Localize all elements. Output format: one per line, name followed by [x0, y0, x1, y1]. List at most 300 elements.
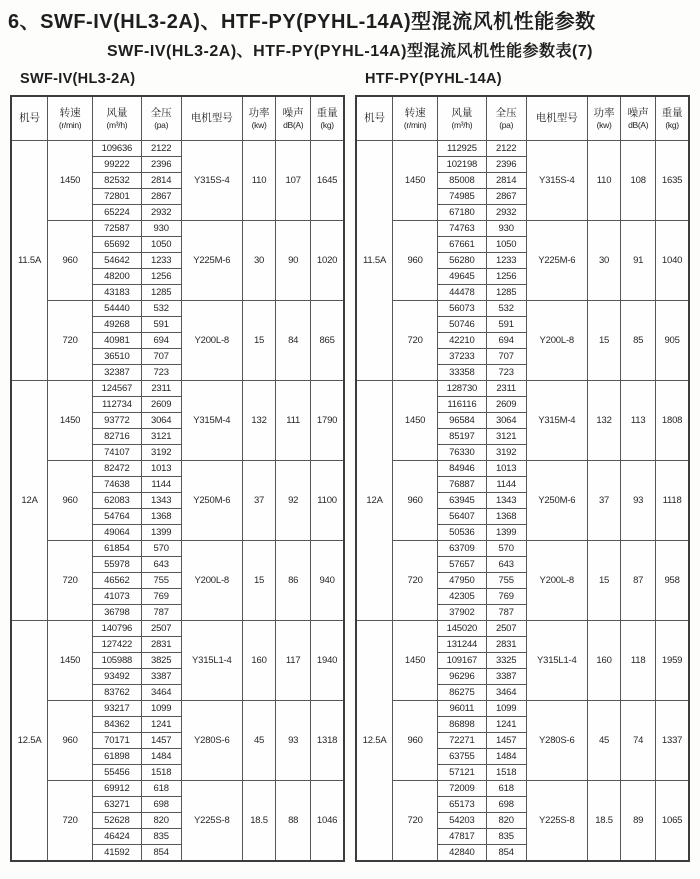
weight-cell: 1645 [311, 141, 344, 221]
column-header-unit: (r/min) [403, 119, 427, 130]
airflow-cell: 102198 [438, 157, 487, 173]
noise-cell: 93 [621, 461, 656, 541]
column-header [526, 96, 587, 141]
column-header-name: 转速 [404, 107, 426, 120]
airflow-cell: 72271 [438, 733, 487, 749]
airflow-cell: 93492 [93, 669, 142, 685]
pressure-cell: 2609 [141, 397, 181, 413]
airflow-cell: 74107 [93, 445, 142, 461]
noise-cell: 93 [276, 701, 311, 781]
motor-cell: Y315L1-4 [181, 621, 242, 701]
pressure-cell: 698 [486, 797, 526, 813]
noise-cell: 118 [621, 621, 656, 701]
airflow-cell: 82716 [93, 429, 142, 445]
pressure-cell: 820 [141, 813, 181, 829]
noise-cell: 86 [276, 541, 311, 621]
noise-cell: 117 [276, 621, 311, 701]
table-row [11, 141, 344, 157]
pressure-cell: 3325 [486, 653, 526, 669]
fan-performance-table [355, 95, 690, 862]
table-row [11, 701, 344, 717]
weight-cell: 1635 [656, 141, 689, 221]
column-header-name: 全压 [150, 107, 172, 120]
power-cell: 132 [242, 381, 275, 461]
pressure-cell: 1233 [141, 253, 181, 269]
table-block-htf [355, 71, 690, 862]
airflow-cell: 109636 [93, 141, 142, 157]
airflow-cell: 37902 [438, 605, 487, 621]
airflow-cell: 47950 [438, 573, 487, 589]
airflow-cell: 42210 [438, 333, 487, 349]
table-row [11, 781, 344, 797]
speed-cell: 960 [393, 461, 438, 541]
pressure-cell: 1368 [141, 509, 181, 525]
power-cell: 15 [587, 301, 620, 381]
airflow-cell: 93217 [93, 701, 142, 717]
airflow-cell: 84946 [438, 461, 487, 477]
airflow-cell: 41073 [93, 589, 142, 605]
weight-cell: 1065 [656, 781, 689, 862]
table-block-swf [10, 71, 345, 862]
table-row [356, 701, 689, 717]
column-header [11, 96, 48, 141]
weight-cell: 1808 [656, 381, 689, 461]
airflow-cell: 52628 [93, 813, 142, 829]
pressure-cell: 1285 [486, 285, 526, 301]
column-header-unit: (pa) [499, 119, 514, 130]
airflow-cell: 50746 [438, 317, 487, 333]
noise-cell: 88 [276, 781, 311, 862]
pressure-cell: 2867 [486, 189, 526, 205]
fan-performance-table [10, 95, 345, 862]
airflow-cell: 82532 [93, 173, 142, 189]
pressure-cell: 1050 [486, 237, 526, 253]
pressure-cell: 618 [486, 781, 526, 797]
weight-cell: 1046 [311, 781, 344, 862]
column-header-unit: (m³/h) [106, 119, 128, 130]
motor-cell: Y250M-6 [526, 461, 587, 541]
power-cell: 37 [242, 461, 275, 541]
airflow-cell: 63945 [438, 493, 487, 509]
weight-cell: 905 [656, 301, 689, 381]
pressure-cell: 3464 [486, 685, 526, 701]
pressure-cell: 2311 [486, 381, 526, 397]
airflow-cell: 50536 [438, 525, 487, 541]
noise-cell: 91 [621, 221, 656, 301]
pressure-cell: 694 [486, 333, 526, 349]
pressure-cell: 707 [141, 349, 181, 365]
airflow-cell: 44478 [438, 285, 487, 301]
pressure-cell: 2507 [486, 621, 526, 637]
table-label: HTF-PY(PYHL-14A) [365, 71, 502, 87]
airflow-cell: 86898 [438, 717, 487, 733]
pressure-cell: 570 [141, 541, 181, 557]
power-cell: 18.5 [587, 781, 620, 862]
pressure-cell: 2932 [486, 205, 526, 221]
airflow-cell: 49645 [438, 269, 487, 285]
airflow-cell: 56073 [438, 301, 487, 317]
airflow-cell: 67180 [438, 205, 487, 221]
column-header [356, 96, 393, 141]
pressure-cell: 3064 [486, 413, 526, 429]
pressure-cell: 1099 [486, 701, 526, 717]
pressure-cell: 1399 [486, 525, 526, 541]
motor-cell: Y315S-4 [181, 141, 242, 221]
airflow-cell: 65173 [438, 797, 487, 813]
noise-cell: 84 [276, 301, 311, 381]
airflow-cell: 86275 [438, 685, 487, 701]
column-header-name: 风量 [451, 107, 473, 120]
airflow-cell: 112734 [93, 397, 142, 413]
airflow-cell: 65224 [93, 205, 142, 221]
airflow-cell: 63271 [93, 797, 142, 813]
airflow-cell: 93772 [93, 413, 142, 429]
pressure-cell: 769 [141, 589, 181, 605]
airflow-cell: 70171 [93, 733, 142, 749]
pressure-cell: 755 [141, 573, 181, 589]
pressure-cell: 591 [486, 317, 526, 333]
pressure-cell: 1256 [141, 269, 181, 285]
speed-cell: 960 [48, 701, 93, 781]
airflow-cell: 55456 [93, 765, 142, 781]
airflow-cell: 74763 [438, 221, 487, 237]
pressure-cell: 1518 [141, 765, 181, 781]
airflow-cell: 36510 [93, 349, 142, 365]
pressure-cell: 2396 [486, 157, 526, 173]
pressure-cell: 570 [486, 541, 526, 557]
pressure-cell: 2831 [141, 637, 181, 653]
speed-cell: 960 [48, 461, 93, 541]
airflow-cell: 61854 [93, 541, 142, 557]
airflow-cell: 74985 [438, 189, 487, 205]
column-header-name: 重量 [316, 107, 338, 120]
speed-cell: 1450 [48, 141, 93, 221]
airflow-cell: 40981 [93, 333, 142, 349]
column-header [621, 96, 656, 141]
weight-cell: 1020 [311, 221, 344, 301]
table-row [356, 621, 689, 637]
speed-cell: 720 [48, 781, 93, 862]
motor-cell: Y200L-8 [181, 301, 242, 381]
pressure-cell: 1343 [141, 493, 181, 509]
speed-cell: 720 [393, 301, 438, 381]
column-header [587, 96, 620, 141]
pressure-cell: 1013 [486, 461, 526, 477]
airflow-cell: 72009 [438, 781, 487, 797]
motor-cell: Y280S-6 [526, 701, 587, 781]
table-row [11, 621, 344, 637]
motor-cell: Y315L1-4 [526, 621, 587, 701]
noise-cell: 92 [276, 461, 311, 541]
noise-cell: 74 [621, 701, 656, 781]
column-header-unit: (kw) [251, 119, 267, 130]
power-cell: 45 [587, 701, 620, 781]
pressure-cell: 694 [141, 333, 181, 349]
airflow-cell: 54203 [438, 813, 487, 829]
column-header-name: 电机型号 [190, 112, 233, 125]
pressure-cell: 1144 [486, 477, 526, 493]
column-header-name: 噪声 [627, 107, 649, 120]
column-header-name: 机号 [19, 112, 41, 125]
airflow-cell: 54440 [93, 301, 142, 317]
pressure-cell: 532 [486, 301, 526, 317]
airflow-cell: 67661 [438, 237, 487, 253]
pressure-cell: 1343 [486, 493, 526, 509]
power-cell: 110 [587, 141, 620, 221]
pressure-cell: 532 [141, 301, 181, 317]
airflow-cell: 112925 [438, 141, 487, 157]
airflow-cell: 65692 [93, 237, 142, 253]
table-label: SWF-IV(HL3-2A) [20, 71, 136, 87]
table-row [356, 461, 689, 477]
column-header [276, 96, 311, 141]
column-header [242, 96, 275, 141]
column-header [141, 96, 181, 141]
header-row [11, 96, 344, 141]
pressure-cell: 1285 [141, 285, 181, 301]
pressure-cell: 3064 [141, 413, 181, 429]
speed-cell: 1450 [48, 621, 93, 701]
speed-cell: 960 [48, 221, 93, 301]
airflow-cell: 140796 [93, 621, 142, 637]
weight-cell: 1337 [656, 701, 689, 781]
pressure-cell: 707 [486, 349, 526, 365]
airflow-cell: 96011 [438, 701, 487, 717]
column-header-unit: (kw) [596, 119, 612, 130]
noise-cell: 113 [621, 381, 656, 461]
airflow-cell: 96584 [438, 413, 487, 429]
pressure-cell: 2122 [486, 141, 526, 157]
weight-cell: 1790 [311, 381, 344, 461]
pressure-cell: 1256 [486, 269, 526, 285]
column-header-unit: (kg) [320, 119, 334, 130]
airflow-cell: 131244 [438, 637, 487, 653]
weight-cell: 1118 [656, 461, 689, 541]
pressure-cell: 3825 [141, 653, 181, 669]
pressure-cell: 2814 [486, 173, 526, 189]
machine-cell: 11.5A [356, 141, 393, 381]
pressure-cell: 643 [141, 557, 181, 573]
motor-cell: Y225M-6 [526, 221, 587, 301]
pressure-cell: 835 [486, 829, 526, 845]
pressure-cell: 3464 [141, 685, 181, 701]
airflow-cell: 74638 [93, 477, 142, 493]
machine-cell: 12A [11, 381, 48, 621]
airflow-cell: 41592 [93, 845, 142, 862]
table-row [11, 221, 344, 237]
noise-cell: 87 [621, 541, 656, 621]
machine-cell: 12.5A [356, 621, 393, 862]
pressure-cell: 1368 [486, 509, 526, 525]
column-header [93, 96, 142, 141]
pressure-cell: 3192 [486, 445, 526, 461]
weight-cell: 1940 [311, 621, 344, 701]
pressure-cell: 1484 [486, 749, 526, 765]
power-cell: 30 [242, 221, 275, 301]
airflow-cell: 49268 [93, 317, 142, 333]
speed-cell: 1450 [393, 381, 438, 461]
column-header-name: 功率 [593, 107, 615, 120]
airflow-cell: 96296 [438, 669, 487, 685]
noise-cell: 90 [276, 221, 311, 301]
pressure-cell: 3387 [141, 669, 181, 685]
column-header-unit: (r/min) [58, 119, 82, 130]
airflow-cell: 46424 [93, 829, 142, 845]
airflow-cell: 99222 [93, 157, 142, 173]
page-title: 6、SWF-IV(HL3-2A)、HTF-PY(PYHL-14A)型混流风机性能参数 [8, 11, 596, 33]
column-header [656, 96, 689, 141]
power-cell: 160 [242, 621, 275, 701]
speed-cell: 720 [393, 781, 438, 862]
weight-cell: 1318 [311, 701, 344, 781]
airflow-cell: 85197 [438, 429, 487, 445]
motor-cell: Y225S-8 [181, 781, 242, 862]
pressure-cell: 1457 [141, 733, 181, 749]
airflow-cell: 48200 [93, 269, 142, 285]
table-row [356, 781, 689, 797]
airflow-cell: 47817 [438, 829, 487, 845]
pressure-cell: 2867 [141, 189, 181, 205]
airflow-cell: 76887 [438, 477, 487, 493]
airflow-cell: 32387 [93, 365, 142, 381]
airflow-cell: 63709 [438, 541, 487, 557]
motor-cell: Y200L-8 [526, 541, 587, 621]
pressure-cell: 835 [141, 829, 181, 845]
noise-cell: 85 [621, 301, 656, 381]
motor-cell: Y250M-6 [181, 461, 242, 541]
table-row [11, 541, 344, 557]
pressure-cell: 1484 [141, 749, 181, 765]
airflow-cell: 63755 [438, 749, 487, 765]
column-header-unit: dB(A) [283, 119, 304, 130]
power-cell: 45 [242, 701, 275, 781]
pressure-cell: 1241 [486, 717, 526, 733]
power-cell: 15 [587, 541, 620, 621]
pressure-cell: 2122 [141, 141, 181, 157]
airflow-cell: 56280 [438, 253, 487, 269]
motor-cell: Y200L-8 [181, 541, 242, 621]
motor-cell: Y225S-8 [526, 781, 587, 862]
airflow-cell: 62083 [93, 493, 142, 509]
header-row [356, 96, 689, 141]
power-cell: 160 [587, 621, 620, 701]
speed-cell: 960 [393, 701, 438, 781]
pressure-cell: 1099 [141, 701, 181, 717]
airflow-cell: 56407 [438, 509, 487, 525]
weight-cell: 940 [311, 541, 344, 621]
column-header-name: 噪声 [282, 107, 304, 120]
airflow-cell: 84362 [93, 717, 142, 733]
airflow-cell: 57121 [438, 765, 487, 781]
pressure-cell: 2932 [141, 205, 181, 221]
airflow-cell: 42840 [438, 845, 487, 862]
column-header-name: 重量 [661, 107, 683, 120]
noise-cell: 108 [621, 141, 656, 221]
power-cell: 37 [587, 461, 620, 541]
column-header-name: 功率 [248, 107, 270, 120]
column-header-unit: (kg) [665, 119, 679, 130]
airflow-cell: 42305 [438, 589, 487, 605]
table-row [356, 541, 689, 557]
weight-cell: 1959 [656, 621, 689, 701]
airflow-cell: 43183 [93, 285, 142, 301]
table-row [356, 301, 689, 317]
power-cell: 110 [242, 141, 275, 221]
pressure-cell: 820 [486, 813, 526, 829]
pressure-cell: 3192 [141, 445, 181, 461]
weight-cell: 1100 [311, 461, 344, 541]
column-header [48, 96, 93, 141]
pressure-cell: 2396 [141, 157, 181, 173]
pressure-cell: 1457 [486, 733, 526, 749]
motor-cell: Y315M-4 [181, 381, 242, 461]
pressure-cell: 1144 [141, 477, 181, 493]
airflow-cell: 124567 [93, 381, 142, 397]
pressure-cell: 2609 [486, 397, 526, 413]
column-header-unit: dB(A) [628, 119, 649, 130]
weight-cell: 1040 [656, 221, 689, 301]
power-cell: 15 [242, 301, 275, 381]
airflow-cell: 72587 [93, 221, 142, 237]
speed-cell: 1450 [48, 381, 93, 461]
speed-cell: 960 [393, 221, 438, 301]
pressure-cell: 698 [141, 797, 181, 813]
column-header [311, 96, 344, 141]
column-header [393, 96, 438, 141]
pressure-cell: 618 [141, 781, 181, 797]
pressure-cell: 2311 [141, 381, 181, 397]
column-header-unit: (m³/h) [451, 119, 473, 130]
power-cell: 15 [242, 541, 275, 621]
motor-cell: Y280S-6 [181, 701, 242, 781]
pressure-cell: 1399 [141, 525, 181, 541]
weight-cell: 958 [656, 541, 689, 621]
column-header-name: 转速 [59, 107, 81, 120]
pressure-cell: 3121 [486, 429, 526, 445]
airflow-cell: 85008 [438, 173, 487, 189]
pressure-cell: 723 [486, 365, 526, 381]
noise-cell: 111 [276, 381, 311, 461]
pressure-cell: 723 [141, 365, 181, 381]
motor-cell: Y315M-4 [526, 381, 587, 461]
column-header [181, 96, 242, 141]
airflow-cell: 116116 [438, 397, 487, 413]
pressure-cell: 787 [141, 605, 181, 621]
table-row [356, 381, 689, 397]
table-row [11, 301, 344, 317]
airflow-cell: 33358 [438, 365, 487, 381]
airflow-cell: 83762 [93, 685, 142, 701]
motor-cell: Y225M-6 [181, 221, 242, 301]
airflow-cell: 61898 [93, 749, 142, 765]
airflow-cell: 57657 [438, 557, 487, 573]
airflow-cell: 128730 [438, 381, 487, 397]
speed-cell: 1450 [393, 141, 438, 221]
pressure-cell: 1518 [486, 765, 526, 781]
machine-cell: 11.5A [11, 141, 48, 381]
noise-cell: 89 [621, 781, 656, 862]
machine-cell: 12.5A [11, 621, 48, 862]
pressure-cell: 769 [486, 589, 526, 605]
column-header [486, 96, 526, 141]
pressure-cell: 3387 [486, 669, 526, 685]
power-cell: 132 [587, 381, 620, 461]
pressure-cell: 930 [486, 221, 526, 237]
speed-cell: 1450 [393, 621, 438, 701]
pressure-cell: 591 [141, 317, 181, 333]
speed-cell: 720 [393, 541, 438, 621]
airflow-cell: 127422 [93, 637, 142, 653]
